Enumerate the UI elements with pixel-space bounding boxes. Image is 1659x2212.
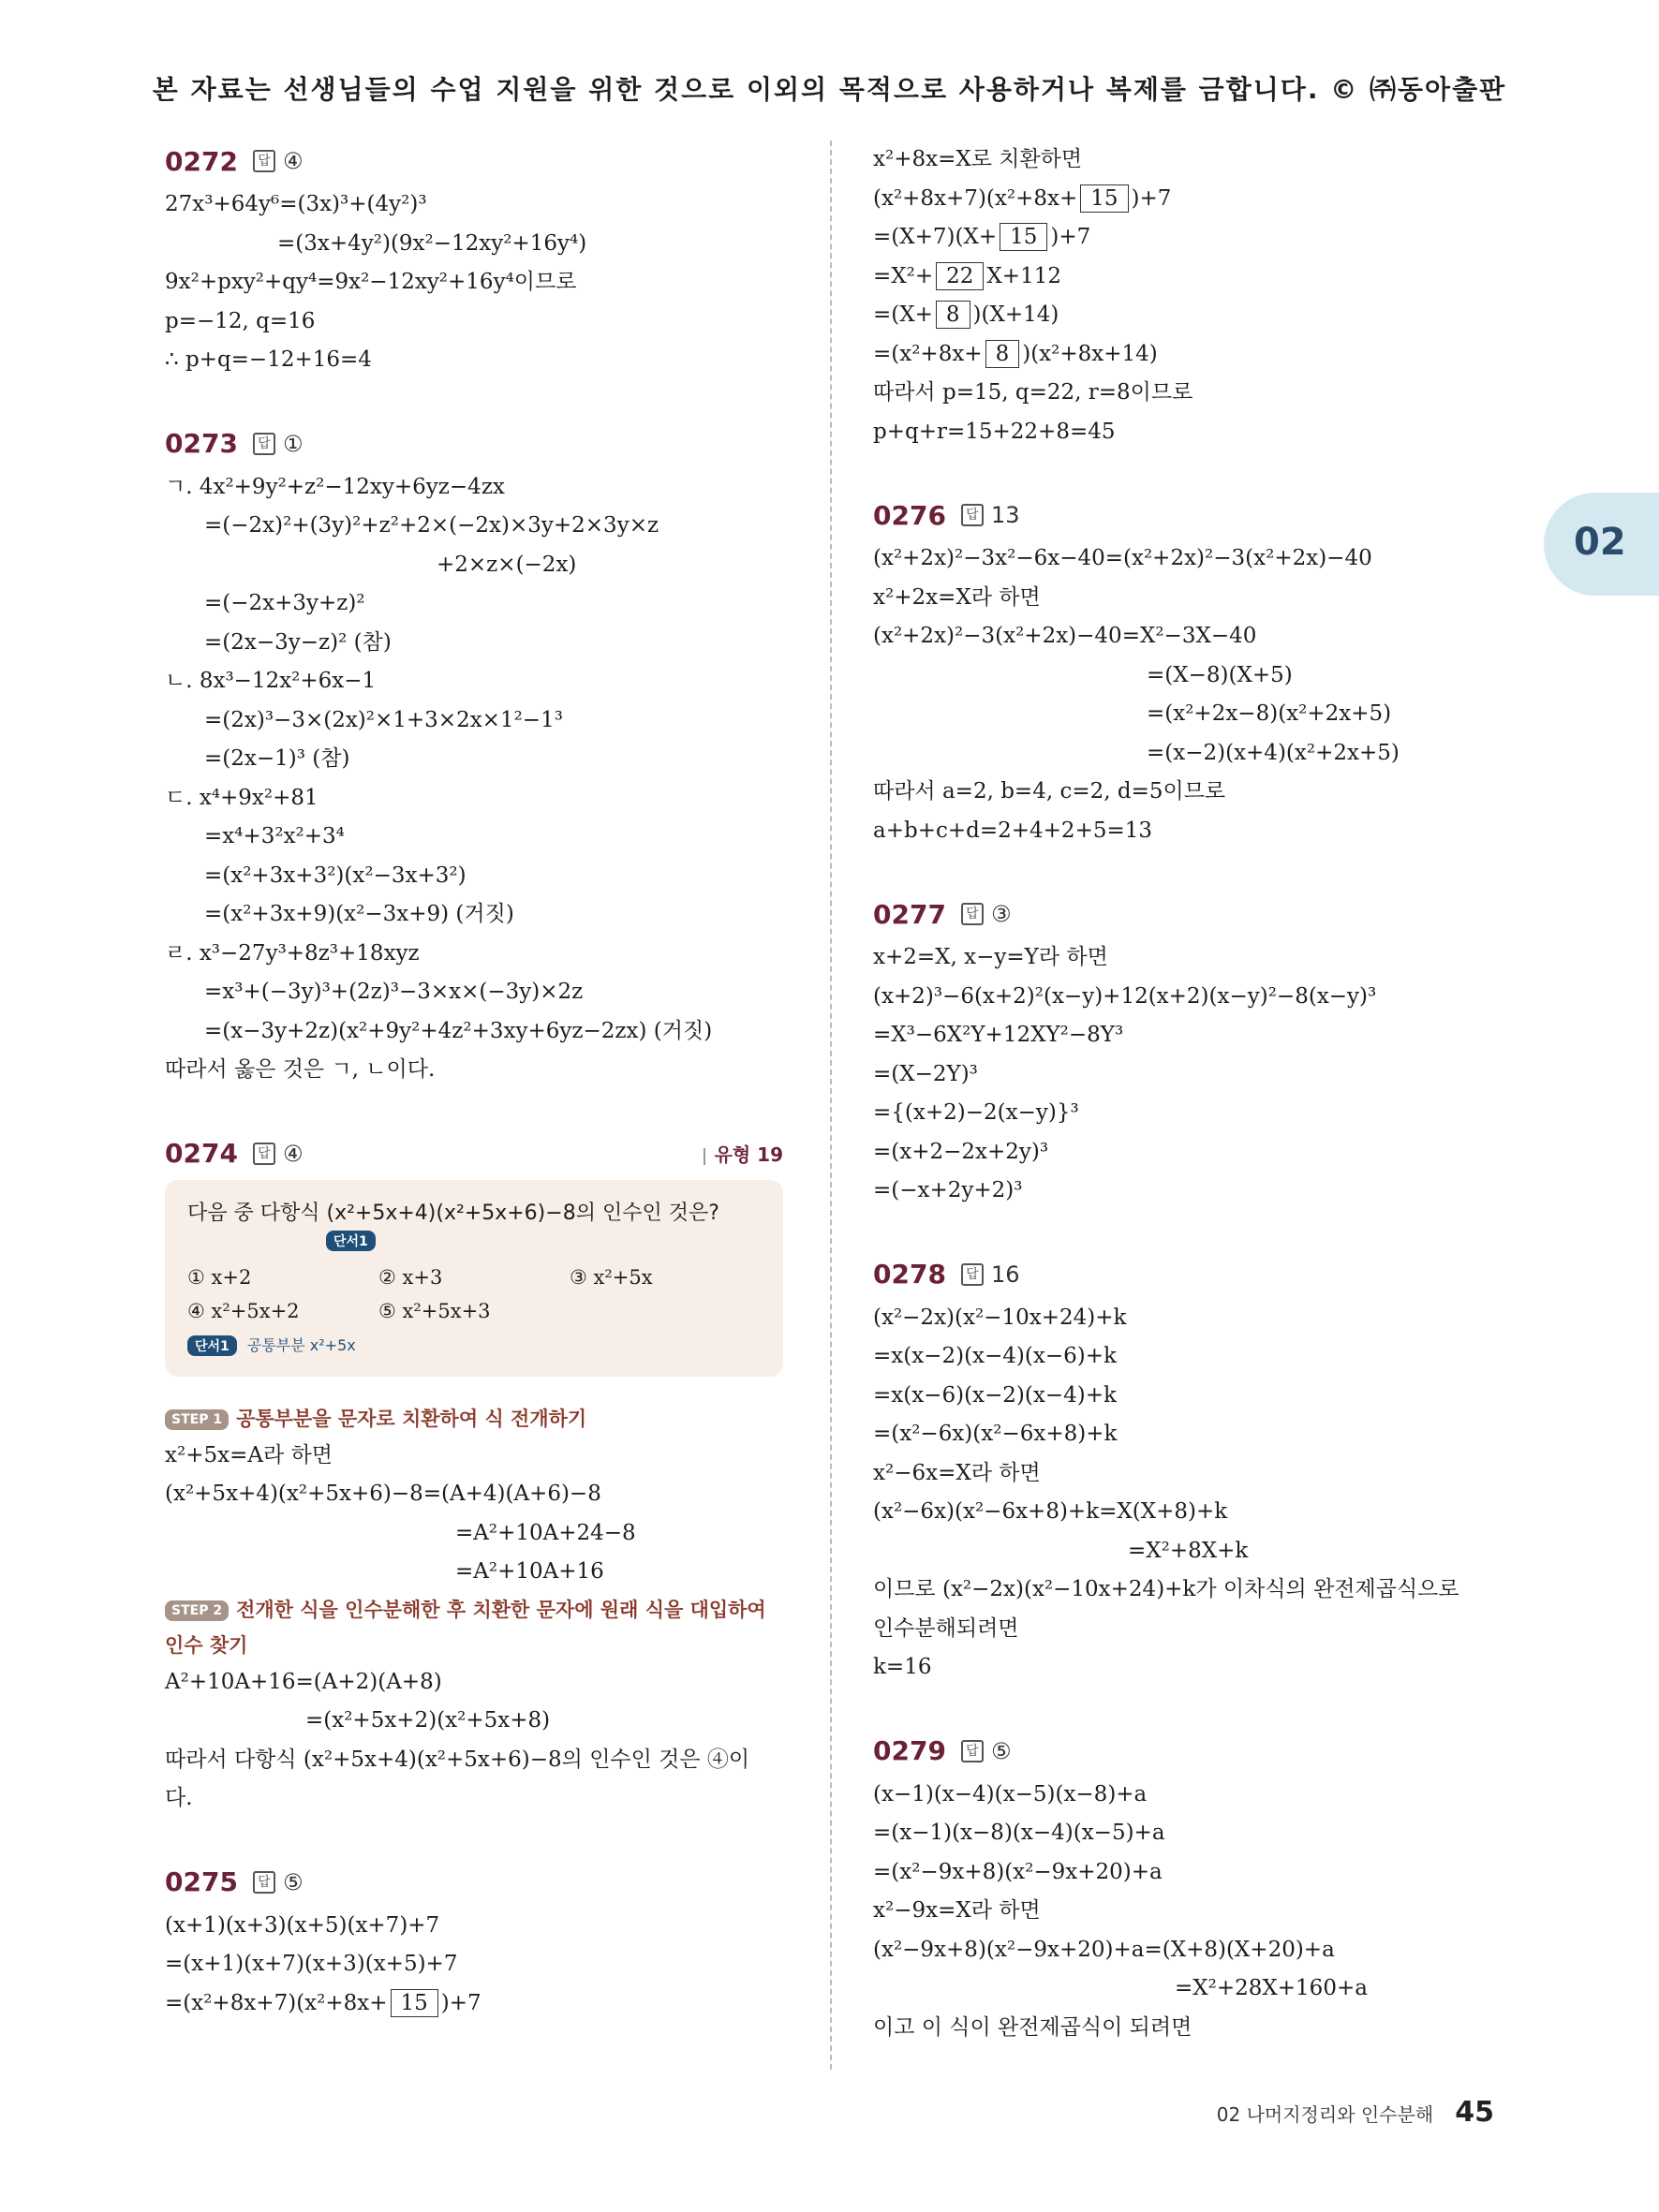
- solution-line: =X²+28X+160+a: [1175, 1976, 1368, 2000]
- problem-header: [165, 1133, 783, 1174]
- solution-line: =x⁴+3²x²+3⁴: [204, 824, 345, 848]
- solution-line: =(x²+3x+9)(x²−3x+9) (거짓): [204, 902, 514, 926]
- problem-0277: [873, 893, 1510, 1211]
- solution-line: (x²−9x+8)(x²−9x+20)+a=(X+8)(X+20)+a: [873, 1937, 1335, 1962]
- solution-line: A²+10A+16=(A+2)(A+8): [165, 1669, 442, 1694]
- problem-number: 0273: [165, 428, 238, 459]
- solution-line: [873, 218, 1510, 258]
- right-column: [873, 140, 1510, 2090]
- solution-line: =(X−2Y)³: [873, 1061, 978, 1086]
- solution-line: x²+2x=X라 하면: [873, 584, 1041, 610]
- option-5: ⑤ x²+5x+3: [378, 1299, 491, 1322]
- problem-number: 0275: [165, 1866, 238, 1897]
- solution-line: (x²+5x+4)(x²+5x+6)−8=(A+4)(A+6)−8: [165, 1482, 601, 1506]
- answer-mark-icon: 답: [961, 1263, 984, 1286]
- problem-header: [873, 1731, 1510, 1772]
- solution-line: =(2x−1)³ (참): [204, 746, 350, 771]
- answer-mark-icon: 답: [961, 504, 984, 526]
- expr-part: )+7: [1050, 225, 1091, 249]
- solution-line: 다.: [165, 1786, 193, 1810]
- solution-line: ㄴ. 8x³−12x²+6x−1: [165, 669, 377, 693]
- expr-part: =(X+: [873, 302, 933, 327]
- answer-value: 13: [990, 502, 1020, 528]
- solution-line: x²+5x=A라 하면: [165, 1442, 333, 1467]
- solution-line: [873, 258, 1510, 297]
- expr-part: (x²+8x+7)(x²+8x+: [873, 185, 1078, 211]
- step-title: 공통부분을 문자로 치환하여 식 전개하기: [236, 1407, 587, 1430]
- expr-part: =(x²+8x+7)(x²+8x+: [165, 1990, 388, 2015]
- solution-line: 인수분해되려면: [873, 1615, 1019, 1641]
- solution-line: (x+2)³−6(x+2)²(x−y)+12(x+2)(x−y)²−8(x−y)³: [873, 983, 1377, 1009]
- solution-line: 이고 이 식이 완전제곱식이 되려면: [873, 2014, 1192, 2040]
- solution-line: 27x³+64y⁶=(3x)³+(4y²)³: [165, 192, 427, 216]
- solution-line: =(2x)³−3×(2x)²×1+3×2x×1²−1³: [204, 707, 563, 732]
- option-1: ① x+2: [187, 1265, 252, 1289]
- answer-value: ④: [282, 1140, 304, 1167]
- option-4: ④ x²+5x+2: [187, 1299, 300, 1322]
- answer-options: [187, 1261, 761, 1328]
- blank-box: 15: [1080, 184, 1128, 213]
- answer-value: ⑤: [990, 1737, 1012, 1764]
- solution-line: (x²+2x)²−3(x²+2x)−40=X²−3X−40: [873, 624, 1257, 648]
- solution-line: x²−6x=X라 하면: [873, 1460, 1041, 1485]
- chapter-side-tab-label: 02: [1574, 521, 1626, 564]
- solution-line: =(−2x+3y+z)²: [204, 591, 365, 615]
- step-badge: STEP 1: [165, 1409, 229, 1430]
- problem-number: 0272: [165, 145, 238, 177]
- solution-line: =(X−8)(X+5): [1147, 662, 1293, 687]
- solution-line: =(x−2)(x+4)(x²+2x+5): [1147, 740, 1400, 765]
- solution-line: 9x²+pxy²+qy⁴=9x²−12xy²+16y⁴이므로: [165, 270, 577, 294]
- expr-part: =X²+: [873, 263, 934, 288]
- question-box: [165, 1180, 783, 1377]
- solution-line: 따라서 옳은 것은 ㄱ, ㄴ이다.: [165, 1057, 436, 1082]
- solution-line: (x+1)(x+3)(x+5)(x+7)+7: [165, 1912, 440, 1938]
- solution-line: ㄱ. 4x²+9y²+z²−12xy+6yz−4zx: [165, 474, 505, 499]
- answer-mark-icon: 답: [253, 1871, 275, 1894]
- step-badge: STEP 2: [165, 1600, 229, 1621]
- problem-number: 0276: [873, 499, 946, 531]
- expr-part: )(X+14): [972, 302, 1059, 327]
- solution-line: =(x+1)(x+7)(x+3)(x+5)+7: [165, 1952, 458, 1976]
- solution-line: =A²+10A+24−8: [455, 1520, 636, 1545]
- problem-header: [165, 1862, 783, 1903]
- solution-line: p=−12, q=16: [165, 308, 316, 333]
- blank-box: 8: [985, 340, 1020, 368]
- problem-header: [873, 494, 1510, 536]
- solution-line: ㄷ. x⁴+9x²+81: [165, 785, 318, 810]
- step-heading: [165, 1592, 783, 1663]
- answer-mark-icon: 답: [253, 433, 275, 455]
- solution-line: [873, 296, 1510, 335]
- problem-0274: [165, 1133, 783, 1819]
- problem-0275-continued: [873, 140, 1510, 451]
- solution-line: =(−x+2y+2)³: [873, 1178, 1023, 1202]
- problem-header: [165, 423, 783, 465]
- step-heading: [165, 1401, 783, 1437]
- solution-line: =(x²−9x+8)(x²−9x+20)+a: [873, 1859, 1163, 1884]
- chapter-side-tab: [1544, 493, 1659, 596]
- solution-line: =(x²−6x)(x²−6x+8)+k: [873, 1422, 1118, 1446]
- option-3: ③ x²+5x: [570, 1265, 653, 1289]
- solution-line: [873, 180, 1510, 219]
- answer-value: ⑤: [282, 1868, 304, 1895]
- solution-line: =(x+2−2x+2y)³: [873, 1139, 1049, 1164]
- problem-number: 0274: [165, 1138, 238, 1169]
- copyright-notice: 본 자료는 선생님들의 수업 지원을 위한 것으로 이외의 목적으로 사용하거나 복제를 금합니다. © ㈜동아출판: [152, 74, 1507, 105]
- solution-line: [165, 1984, 783, 2024]
- clue-hint: [187, 1334, 761, 1356]
- answer-value: ③: [990, 901, 1012, 927]
- page-footer: [1217, 2096, 1494, 2129]
- answer-value: ④: [282, 148, 304, 174]
- solution-line: ={(x+2)−2(x−y)}³: [873, 1100, 1079, 1125]
- blank-box: 22: [936, 262, 984, 290]
- left-column: [165, 140, 783, 2066]
- solution-line: =(−2x)²+(3y)²+z²+2×(−2x)×3y+2×3y×z: [204, 513, 659, 538]
- solution-line: 이므로 (x²−2x)(x²−10x+24)+k가 이차식의 완전제곱식으로: [873, 1577, 1459, 1601]
- answer-mark-icon: 답: [253, 1143, 275, 1165]
- problem-0272: [165, 140, 783, 380]
- solution-line: a+b+c+d=2+4+2+5=13: [873, 818, 1153, 843]
- solution-line: ∴ p+q=−12+16=4: [165, 347, 372, 372]
- solution-line: 따라서 a=2, b=4, c=2, d=5이므로: [873, 779, 1226, 804]
- clue-tag: 단서1: [326, 1231, 376, 1251]
- solution-line: =(2x−3y−z)² (참): [204, 629, 392, 655]
- solution-line: 따라서 다항식 (x²+5x+4)(x²+5x+6)−8의 인수인 것은 ④이: [165, 1747, 750, 1772]
- solution-line: 따라서 p=15, q=22, r=8이므로: [873, 380, 1193, 405]
- problem-0278: [873, 1254, 1510, 1688]
- problem-header: [873, 893, 1510, 935]
- solution-line: p+q+r=15+22+8=45: [873, 419, 1116, 444]
- blank-box: 15: [1000, 223, 1047, 251]
- problem-number: 0277: [873, 898, 946, 930]
- page-number: 45: [1455, 2096, 1494, 2129]
- clue-hint-text: 공통부분 x²+5x: [246, 1335, 356, 1354]
- solution-line: [873, 335, 1510, 375]
- solution-line: x²+8x=X로 치환하면: [873, 147, 1083, 171]
- solution-line: (x²+2x)²−3x²−6x−40=(x²+2x)²−3(x²+2x)−40: [873, 546, 1372, 570]
- solution-line: =(x²+3x+3²)(x²−3x+3²): [204, 863, 467, 888]
- solution-line: (x²−2x)(x²−10x+24)+k: [873, 1305, 1127, 1330]
- problem-0275: [165, 1862, 783, 2024]
- solution-line: ㄹ. x³−27y³+8z³+18xyz: [165, 940, 420, 966]
- problem-0273: [165, 423, 783, 1090]
- solution-line: =x(x−6)(x−2)(x−4)+k: [873, 1382, 1117, 1408]
- problem-header: [873, 1254, 1510, 1295]
- solution-line: +2×z×(−2x): [437, 552, 577, 577]
- answer-value: 16: [990, 1261, 1020, 1288]
- expr-part: =(X+7)(X+: [873, 225, 998, 249]
- chapter-title: 02 나머지정리와 인수분해: [1216, 2103, 1434, 2126]
- problem-header: [165, 140, 783, 182]
- answer-mark-icon: 답: [961, 903, 984, 925]
- expr-part: )+7: [440, 1990, 481, 2015]
- expr-part: X+112: [986, 263, 1061, 288]
- problem-number: 0279: [873, 1735, 946, 1766]
- answer-value: ①: [282, 430, 304, 457]
- step-title: 전개한 식을 인수분해한 후 치환한 문자에 원래 식을 대입하여 인수 찾기: [165, 1598, 766, 1657]
- column-divider: [830, 140, 832, 2070]
- question-text: 다음 중 다항식 (x²+5x+4)(x²+5x+6)−8의 인수인 것은?: [187, 1201, 719, 1225]
- solution-line: =(x²+2x−8)(x²+2x+5): [1147, 701, 1392, 726]
- solution-line: x+2=X, x−y=Y라 하면: [873, 945, 1108, 969]
- solution-line: =(3x+4y²)(9x²−12xy²+16y⁴): [277, 230, 587, 256]
- expr-part: )(x²+8x+14): [1022, 341, 1158, 366]
- clue-tag: 단서1: [187, 1335, 237, 1356]
- solution-line: (x²−6x)(x²−6x+8)+k=X(X+8)+k: [873, 1499, 1228, 1524]
- problem-type-label: 유형 19: [704, 1140, 783, 1167]
- solution-line: =(x²+5x+2)(x²+5x+8): [305, 1708, 551, 1733]
- solution-line: =(x−3y+2z)(x²+9y²+4z²+3xy+6yz−2zx) (거짓): [204, 1018, 713, 1043]
- expr-part: )+7: [1131, 185, 1172, 211]
- solution-line: k=16: [873, 1655, 932, 1679]
- answer-mark-icon: 답: [961, 1740, 984, 1762]
- answer-mark-icon: 답: [253, 150, 275, 172]
- blank-box: 15: [391, 1989, 438, 2017]
- solution-line: =x(x−2)(x−4)(x−6)+k: [873, 1344, 1117, 1368]
- solution-line: =x³+(−3y)³+(2z)³−3×x×(−3y)×2z: [204, 980, 584, 1004]
- blank-box: 8: [936, 301, 970, 329]
- problem-number: 0278: [873, 1259, 946, 1290]
- solution-line: =X²+8X+k: [1128, 1538, 1249, 1563]
- solution-line: x²−9x=X라 하면: [873, 1898, 1041, 1923]
- solution-line: =X³−6X²Y+12XY²−8Y³: [873, 1023, 1124, 1047]
- problem-0276: [873, 494, 1510, 850]
- problem-0279: [873, 1731, 1510, 2048]
- solution-line: =A²+10A+16: [455, 1559, 604, 1584]
- solution-line: (x−1)(x−4)(x−5)(x−8)+a: [873, 1781, 1148, 1806]
- expr-part: =(x²+8x+: [873, 341, 983, 366]
- solution-line: =(x−1)(x−8)(x−4)(x−5)+a: [873, 1821, 1165, 1845]
- option-2: ② x+3: [378, 1265, 443, 1289]
